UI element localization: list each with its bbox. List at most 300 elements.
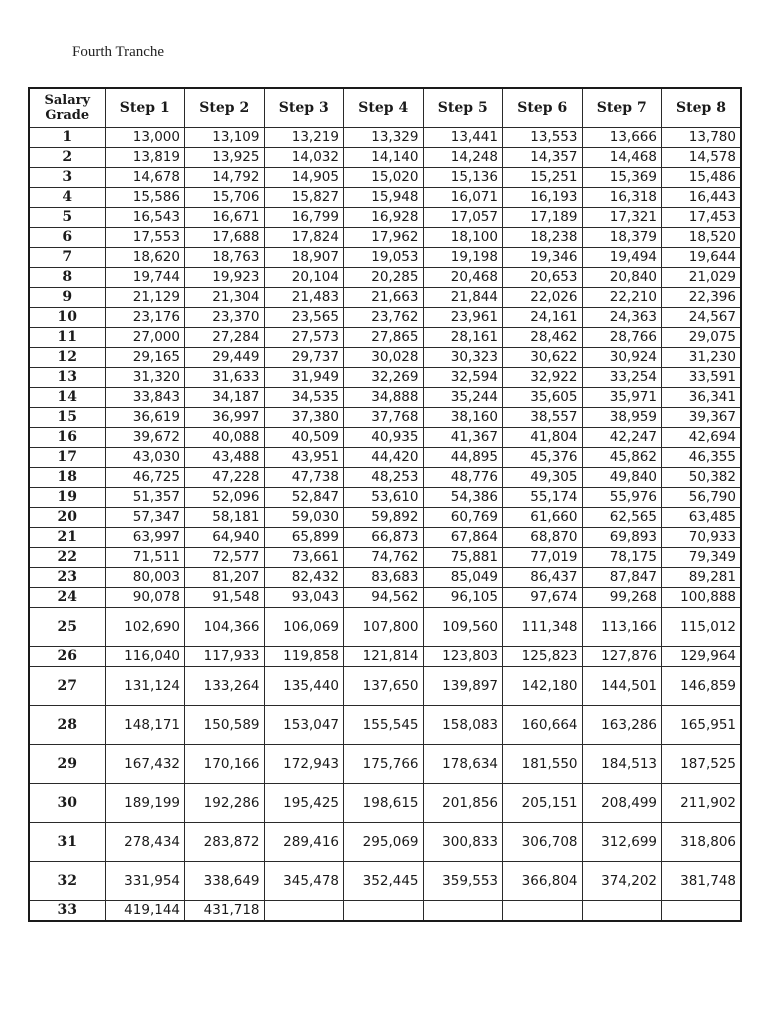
step-cell: 14,032 — [264, 148, 344, 168]
header-cell-step-1: Step 1 — [105, 88, 185, 128]
step-cell: 14,905 — [264, 168, 344, 188]
table-row — [29, 568, 741, 588]
step-cell: 66,873 — [344, 528, 424, 548]
step-cell: 300,833 — [423, 823, 503, 862]
step-cell: 205,151 — [503, 784, 583, 823]
step-cell: 13,666 — [582, 128, 662, 148]
header-cell-step-4: Step 4 — [344, 88, 424, 128]
step-cell: 18,763 — [185, 248, 265, 268]
step-cell: 68,870 — [503, 528, 583, 548]
table-row — [29, 428, 741, 448]
step-cell: 14,140 — [344, 148, 424, 168]
step-cell: 86,437 — [503, 568, 583, 588]
step-cell: 64,940 — [185, 528, 265, 548]
step-cell: 72,577 — [185, 548, 265, 568]
table-row — [29, 148, 741, 168]
step-cell: 58,181 — [185, 508, 265, 528]
step-cell: 52,847 — [264, 488, 344, 508]
step-cell: 104,366 — [185, 608, 265, 647]
step-cell: 31,320 — [105, 368, 185, 388]
table-caption: Fourth Tranche — [72, 44, 165, 60]
grade-cell: 16 — [29, 428, 105, 448]
step-cell: 21,844 — [423, 288, 503, 308]
grade-cell: 13 — [29, 368, 105, 388]
step-cell: 35,605 — [503, 388, 583, 408]
step-cell: 28,766 — [582, 328, 662, 348]
step-cell: 91,548 — [185, 588, 265, 608]
step-cell: 283,872 — [185, 823, 265, 862]
step-cell: 27,573 — [264, 328, 344, 348]
grade-cell: 30 — [29, 784, 105, 823]
header-cell-step-6: Step 6 — [503, 88, 583, 128]
step-cell: 27,865 — [344, 328, 424, 348]
step-cell: 19,923 — [185, 268, 265, 288]
step-cell: 29,737 — [264, 348, 344, 368]
step-cell: 15,251 — [503, 168, 583, 188]
grade-cell: 23 — [29, 568, 105, 588]
step-cell: 30,924 — [582, 348, 662, 368]
step-cell: 24,567 — [662, 308, 742, 328]
step-cell: 39,672 — [105, 428, 185, 448]
grade-cell: 6 — [29, 228, 105, 248]
step-cell: 35,971 — [582, 388, 662, 408]
table-row — [29, 408, 741, 428]
grade-cell: 3 — [29, 168, 105, 188]
table-row — [29, 706, 741, 745]
step-cell — [264, 901, 344, 922]
step-cell — [423, 901, 503, 922]
header-cell-grade: Salary Grade — [29, 88, 105, 128]
step-cell: 211,902 — [662, 784, 742, 823]
grade-cell: 29 — [29, 745, 105, 784]
step-cell: 359,553 — [423, 862, 503, 901]
step-cell: 181,550 — [503, 745, 583, 784]
table-row — [29, 368, 741, 388]
step-cell: 46,355 — [662, 448, 742, 468]
step-cell: 24,161 — [503, 308, 583, 328]
header-cell-step-7: Step 7 — [582, 88, 662, 128]
table-row — [29, 784, 741, 823]
grade-cell: 32 — [29, 862, 105, 901]
grade-cell: 2 — [29, 148, 105, 168]
grade-cell: 27 — [29, 667, 105, 706]
step-cell: 16,799 — [264, 208, 344, 228]
step-cell: 318,806 — [662, 823, 742, 862]
step-cell: 142,180 — [503, 667, 583, 706]
step-cell: 43,951 — [264, 448, 344, 468]
step-cell: 21,304 — [185, 288, 265, 308]
step-cell: 18,100 — [423, 228, 503, 248]
step-cell: 34,888 — [344, 388, 424, 408]
step-cell: 15,827 — [264, 188, 344, 208]
salary-table — [28, 87, 742, 922]
step-cell: 52,096 — [185, 488, 265, 508]
step-cell: 127,876 — [582, 647, 662, 667]
table-row — [29, 308, 741, 328]
step-cell: 106,069 — [264, 608, 344, 647]
step-cell: 144,501 — [582, 667, 662, 706]
table-row — [29, 208, 741, 228]
step-cell: 27,000 — [105, 328, 185, 348]
step-cell: 192,286 — [185, 784, 265, 823]
step-cell: 17,057 — [423, 208, 503, 228]
step-cell: 49,305 — [503, 468, 583, 488]
step-cell: 21,663 — [344, 288, 424, 308]
step-cell: 36,997 — [185, 408, 265, 428]
step-cell: 189,199 — [105, 784, 185, 823]
grade-cell: 7 — [29, 248, 105, 268]
step-cell: 195,425 — [264, 784, 344, 823]
table-row — [29, 168, 741, 188]
step-cell: 78,175 — [582, 548, 662, 568]
step-cell: 16,671 — [185, 208, 265, 228]
grade-cell: 28 — [29, 706, 105, 745]
table-row — [29, 328, 741, 348]
step-cell: 74,762 — [344, 548, 424, 568]
step-cell: 23,370 — [185, 308, 265, 328]
table-row — [29, 228, 741, 248]
step-cell: 38,959 — [582, 408, 662, 428]
step-cell: 109,560 — [423, 608, 503, 647]
table-row — [29, 248, 741, 268]
table-row — [29, 823, 741, 862]
step-cell: 17,453 — [662, 208, 742, 228]
step-cell: 17,824 — [264, 228, 344, 248]
step-cell: 77,019 — [503, 548, 583, 568]
step-cell: 44,420 — [344, 448, 424, 468]
step-cell: 33,843 — [105, 388, 185, 408]
step-cell: 94,562 — [344, 588, 424, 608]
step-cell: 57,347 — [105, 508, 185, 528]
step-cell: 306,708 — [503, 823, 583, 862]
step-cell: 113,166 — [582, 608, 662, 647]
step-cell: 67,864 — [423, 528, 503, 548]
step-cell: 45,376 — [503, 448, 583, 468]
step-cell: 82,432 — [264, 568, 344, 588]
step-cell: 18,238 — [503, 228, 583, 248]
step-cell: 31,949 — [264, 368, 344, 388]
table-row — [29, 488, 741, 508]
step-cell: 75,881 — [423, 548, 503, 568]
step-cell: 16,928 — [344, 208, 424, 228]
step-cell: 160,664 — [503, 706, 583, 745]
header-cell-step-8: Step 8 — [662, 88, 742, 128]
step-cell: 15,948 — [344, 188, 424, 208]
grade-cell: 9 — [29, 288, 105, 308]
step-cell: 13,000 — [105, 128, 185, 148]
step-cell: 61,660 — [503, 508, 583, 528]
step-cell: 16,071 — [423, 188, 503, 208]
step-cell: 187,525 — [662, 745, 742, 784]
step-cell: 22,210 — [582, 288, 662, 308]
step-cell: 20,468 — [423, 268, 503, 288]
step-cell: 24,363 — [582, 308, 662, 328]
step-cell: 43,488 — [185, 448, 265, 468]
step-cell: 36,341 — [662, 388, 742, 408]
table-row — [29, 588, 741, 608]
step-cell: 208,499 — [582, 784, 662, 823]
step-cell: 163,286 — [582, 706, 662, 745]
step-cell: 29,165 — [105, 348, 185, 368]
step-cell: 184,513 — [582, 745, 662, 784]
step-cell: 175,766 — [344, 745, 424, 784]
step-cell: 99,268 — [582, 588, 662, 608]
table-row — [29, 468, 741, 488]
step-cell: 312,699 — [582, 823, 662, 862]
step-cell: 48,776 — [423, 468, 503, 488]
table-row — [29, 188, 741, 208]
step-cell: 14,468 — [582, 148, 662, 168]
step-cell: 51,357 — [105, 488, 185, 508]
step-cell: 29,075 — [662, 328, 742, 348]
step-cell: 18,620 — [105, 248, 185, 268]
step-cell: 165,951 — [662, 706, 742, 745]
table-row — [29, 667, 741, 706]
step-cell: 13,109 — [185, 128, 265, 148]
step-cell: 19,644 — [662, 248, 742, 268]
step-cell: 146,859 — [662, 667, 742, 706]
step-cell: 172,943 — [264, 745, 344, 784]
table-row — [29, 548, 741, 568]
step-cell: 41,804 — [503, 428, 583, 448]
step-cell: 115,012 — [662, 608, 742, 647]
step-cell: 15,586 — [105, 188, 185, 208]
table-row — [29, 128, 741, 148]
step-cell: 32,269 — [344, 368, 424, 388]
grade-cell: 12 — [29, 348, 105, 368]
step-cell: 419,144 — [105, 901, 185, 922]
step-cell: 22,026 — [503, 288, 583, 308]
table-body — [29, 128, 741, 922]
table-row — [29, 348, 741, 368]
step-cell: 49,840 — [582, 468, 662, 488]
step-cell: 55,976 — [582, 488, 662, 508]
step-cell: 97,674 — [503, 588, 583, 608]
step-cell: 28,462 — [503, 328, 583, 348]
step-cell: 40,509 — [264, 428, 344, 448]
grade-cell: 8 — [29, 268, 105, 288]
step-cell: 90,078 — [105, 588, 185, 608]
step-cell: 59,892 — [344, 508, 424, 528]
step-cell: 22,396 — [662, 288, 742, 308]
grade-cell: 22 — [29, 548, 105, 568]
step-cell: 131,124 — [105, 667, 185, 706]
step-cell: 30,323 — [423, 348, 503, 368]
step-cell: 119,858 — [264, 647, 344, 667]
step-cell: 170,166 — [185, 745, 265, 784]
step-cell: 16,193 — [503, 188, 583, 208]
step-cell: 178,634 — [423, 745, 503, 784]
step-cell: 53,610 — [344, 488, 424, 508]
step-cell: 13,553 — [503, 128, 583, 148]
grade-cell: 5 — [29, 208, 105, 228]
step-cell: 63,997 — [105, 528, 185, 548]
step-cell: 42,694 — [662, 428, 742, 448]
step-cell: 17,321 — [582, 208, 662, 228]
step-cell: 431,718 — [185, 901, 265, 922]
step-cell: 15,136 — [423, 168, 503, 188]
step-cell: 198,615 — [344, 784, 424, 823]
step-cell: 32,922 — [503, 368, 583, 388]
step-cell: 21,129 — [105, 288, 185, 308]
step-cell: 14,678 — [105, 168, 185, 188]
step-cell: 295,069 — [344, 823, 424, 862]
step-cell: 153,047 — [264, 706, 344, 745]
step-cell: 27,284 — [185, 328, 265, 348]
step-cell: 13,925 — [185, 148, 265, 168]
step-cell: 35,244 — [423, 388, 503, 408]
step-cell: 69,893 — [582, 528, 662, 548]
step-cell: 13,819 — [105, 148, 185, 168]
step-cell: 21,029 — [662, 268, 742, 288]
step-cell: 139,897 — [423, 667, 503, 706]
step-cell: 18,520 — [662, 228, 742, 248]
grade-cell: 17 — [29, 448, 105, 468]
table-row — [29, 608, 741, 647]
step-cell: 15,369 — [582, 168, 662, 188]
step-cell: 38,557 — [503, 408, 583, 428]
step-cell: 45,862 — [582, 448, 662, 468]
step-cell: 167,432 — [105, 745, 185, 784]
step-cell: 15,486 — [662, 168, 742, 188]
step-cell: 56,790 — [662, 488, 742, 508]
step-cell: 133,264 — [185, 667, 265, 706]
grade-cell: 11 — [29, 328, 105, 348]
step-cell: 30,622 — [503, 348, 583, 368]
step-cell: 60,769 — [423, 508, 503, 528]
step-cell: 13,219 — [264, 128, 344, 148]
step-cell: 17,553 — [105, 228, 185, 248]
step-cell: 54,386 — [423, 488, 503, 508]
step-cell: 13,441 — [423, 128, 503, 148]
table-row — [29, 528, 741, 548]
grade-cell: 20 — [29, 508, 105, 528]
step-cell: 83,683 — [344, 568, 424, 588]
step-cell: 36,619 — [105, 408, 185, 428]
step-cell: 31,230 — [662, 348, 742, 368]
step-cell: 17,189 — [503, 208, 583, 228]
step-cell: 37,380 — [264, 408, 344, 428]
step-cell: 374,202 — [582, 862, 662, 901]
grade-cell: 33 — [29, 901, 105, 922]
step-cell: 111,348 — [503, 608, 583, 647]
step-cell: 63,485 — [662, 508, 742, 528]
step-cell: 40,935 — [344, 428, 424, 448]
table-row — [29, 647, 741, 667]
step-cell: 19,346 — [503, 248, 583, 268]
grade-cell: 4 — [29, 188, 105, 208]
step-cell: 38,160 — [423, 408, 503, 428]
step-cell: 65,899 — [264, 528, 344, 548]
step-cell: 23,176 — [105, 308, 185, 328]
step-cell: 37,768 — [344, 408, 424, 428]
step-cell: 150,589 — [185, 706, 265, 745]
step-cell: 107,800 — [344, 608, 424, 647]
step-cell: 148,171 — [105, 706, 185, 745]
step-cell: 137,650 — [344, 667, 424, 706]
table-row — [29, 448, 741, 468]
step-cell: 70,933 — [662, 528, 742, 548]
step-cell: 30,028 — [344, 348, 424, 368]
step-cell: 80,003 — [105, 568, 185, 588]
step-cell: 20,840 — [582, 268, 662, 288]
step-cell: 125,823 — [503, 647, 583, 667]
header-cell-step-3: Step 3 — [264, 88, 344, 128]
step-cell: 381,748 — [662, 862, 742, 901]
step-cell: 85,049 — [423, 568, 503, 588]
step-cell: 19,744 — [105, 268, 185, 288]
step-cell: 331,954 — [105, 862, 185, 901]
step-cell: 71,511 — [105, 548, 185, 568]
grade-cell: 1 — [29, 128, 105, 148]
table-row — [29, 901, 741, 922]
step-cell: 20,285 — [344, 268, 424, 288]
step-cell: 117,933 — [185, 647, 265, 667]
header-row — [29, 88, 741, 128]
step-cell: 116,040 — [105, 647, 185, 667]
grade-cell: 18 — [29, 468, 105, 488]
step-cell: 17,688 — [185, 228, 265, 248]
step-cell: 21,483 — [264, 288, 344, 308]
step-cell: 16,443 — [662, 188, 742, 208]
step-cell: 19,053 — [344, 248, 424, 268]
step-cell: 73,661 — [264, 548, 344, 568]
step-cell: 34,187 — [185, 388, 265, 408]
table-row — [29, 862, 741, 901]
step-cell: 39,367 — [662, 408, 742, 428]
step-cell — [582, 901, 662, 922]
header-cell-step-5: Step 5 — [423, 88, 503, 128]
step-cell: 29,449 — [185, 348, 265, 368]
step-cell: 20,104 — [264, 268, 344, 288]
step-cell: 48,253 — [344, 468, 424, 488]
table-row — [29, 268, 741, 288]
step-cell: 14,578 — [662, 148, 742, 168]
step-cell: 87,847 — [582, 568, 662, 588]
step-cell: 40,088 — [185, 428, 265, 448]
step-cell: 16,318 — [582, 188, 662, 208]
step-cell: 55,174 — [503, 488, 583, 508]
step-cell: 100,888 — [662, 588, 742, 608]
step-cell: 93,043 — [264, 588, 344, 608]
grade-cell: 24 — [29, 588, 105, 608]
step-cell: 17,962 — [344, 228, 424, 248]
step-cell: 43,030 — [105, 448, 185, 468]
table-row — [29, 388, 741, 408]
grade-cell: 10 — [29, 308, 105, 328]
step-cell: 352,445 — [344, 862, 424, 901]
step-cell: 338,649 — [185, 862, 265, 901]
step-cell: 62,565 — [582, 508, 662, 528]
step-cell: 23,565 — [264, 308, 344, 328]
step-cell — [503, 901, 583, 922]
step-cell: 81,207 — [185, 568, 265, 588]
step-cell: 278,434 — [105, 823, 185, 862]
step-cell: 345,478 — [264, 862, 344, 901]
step-cell: 59,030 — [264, 508, 344, 528]
step-cell: 42,247 — [582, 428, 662, 448]
table-row — [29, 288, 741, 308]
grade-cell: 15 — [29, 408, 105, 428]
table-row — [29, 508, 741, 528]
header-cell-step-2: Step 2 — [185, 88, 265, 128]
step-cell: 47,738 — [264, 468, 344, 488]
step-cell: 23,762 — [344, 308, 424, 328]
step-cell: 15,020 — [344, 168, 424, 188]
step-cell: 13,329 — [344, 128, 424, 148]
step-cell: 46,725 — [105, 468, 185, 488]
step-cell — [344, 901, 424, 922]
